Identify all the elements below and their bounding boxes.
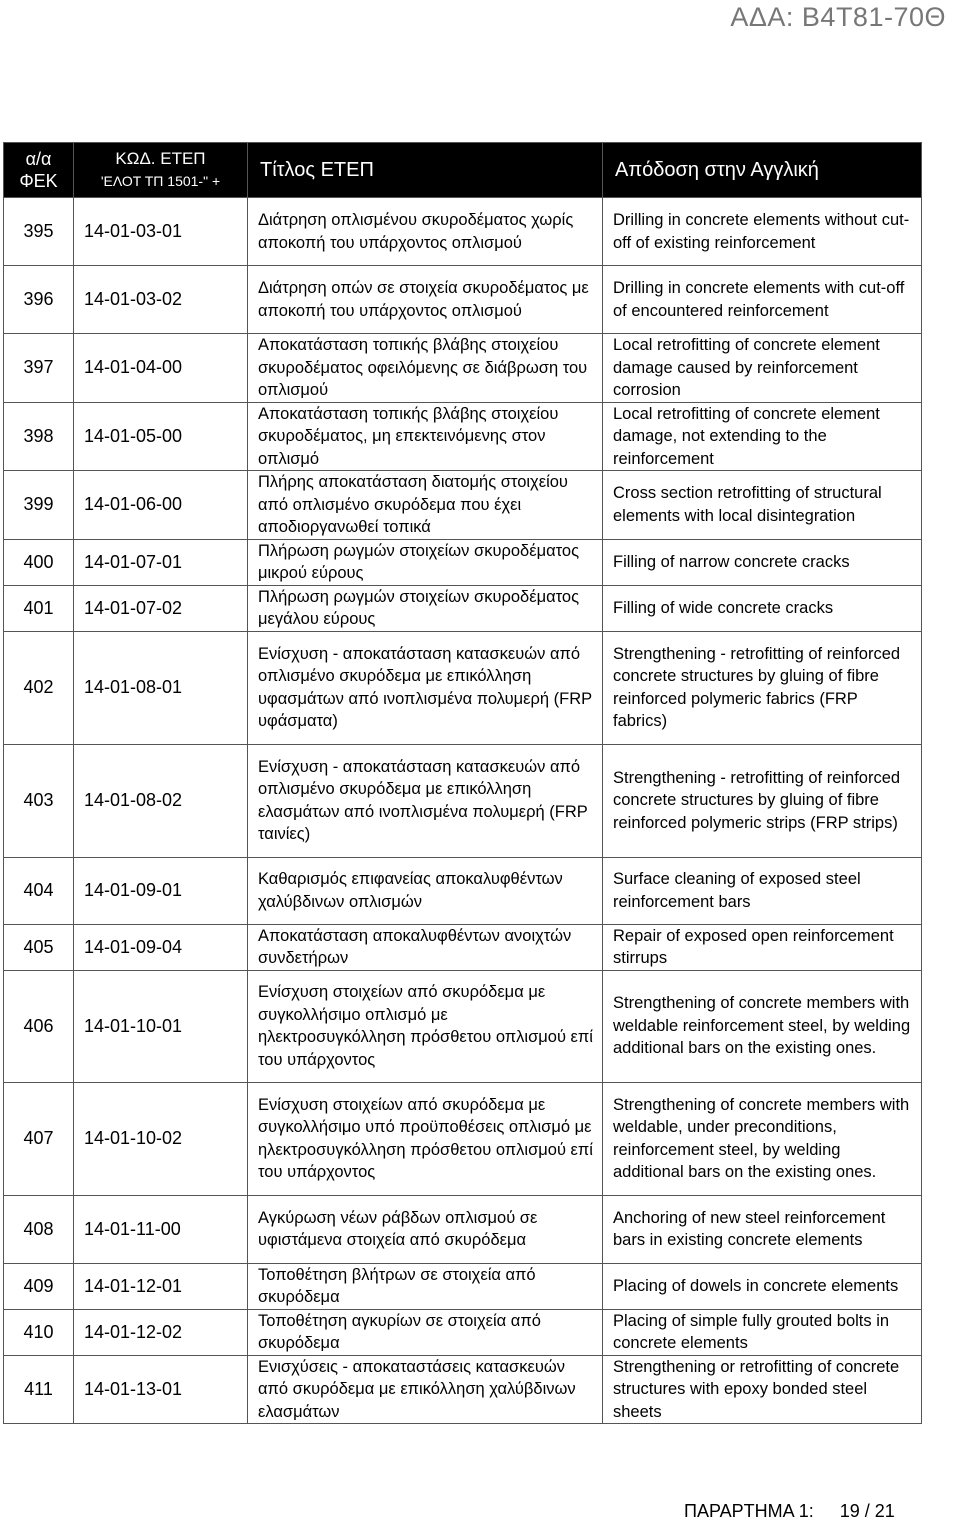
etep-table [3,142,922,1424]
table-row [4,471,922,540]
row-title-gr: Τοποθέτηση αγκυρίων σε στοιχεία από σκυρόδεμα [248,1309,603,1355]
row-number: 397 [4,334,74,403]
row-number: 402 [4,631,74,744]
row-code: 14-01-04-00 [74,334,248,403]
header-no [4,143,74,198]
row-title-en: Strengthening - retrofitting of reinforced concrete structures by gluing of fibre reinforced polymeric strips (FRP strips) [603,744,922,857]
table-row [4,631,922,744]
row-title-gr: Αγκύρωση νέων ράβδων οπλισμού σε υφιστάμενα στοιχεία από σκυρόδεμα [248,1195,603,1263]
row-title-en: Strengthening of concrete members with weldable reinforcement steel, by welding additional bars on the existing ones. [603,970,922,1082]
row-code: 14-01-10-01 [74,970,248,1082]
table-row [4,1082,922,1195]
row-title-gr: Πλήρης αποκατάσταση διατομής στοιχείου από οπλισμένο σκυρόδεμα που έχει αποδιοργανωθεί τοπικά [248,471,603,540]
row-title-en: Strengthening - retrofitting of reinforced concrete structures by gluing of fibre reinforced polymeric fabrics (FRP fabrics) [603,631,922,744]
row-title-en: Placing of dowels in concrete elements [603,1263,922,1309]
row-code: 14-01-08-02 [74,744,248,857]
row-title-en: Placing of simple fully grouted bolts in concrete elements [603,1309,922,1355]
row-title-en: Local retrofitting of concrete element damage caused by reinforcement corrosion [603,334,922,403]
table-row [4,1263,922,1309]
row-title-gr: Αποκατάσταση τοπικής βλάβης στοιχείου σκυροδέματος οφειλόμενης σε διάβρωση του οπλισμού [248,334,603,403]
row-number: 401 [4,585,74,631]
row-number: 410 [4,1309,74,1355]
row-title-en: Cross section retrofitting of structural elements with local disintegration [603,471,922,540]
table-row [4,402,922,471]
ada-watermark: ΑΔΑ: Β4Τ81-70Θ [730,2,946,32]
row-title-gr: Ενίσχυση στοιχείων από σκυρόδεμα με συγκολλήσιμο οπλισμό με ηλεκτροσυγκόλληση πρόσθετου οπλισμού επί του υπάρχοντος [248,970,603,1082]
row-number: 409 [4,1263,74,1309]
row-code: 14-01-03-02 [74,266,248,334]
row-title-gr: Καθαρισμός επιφανείας αποκαλυφθέντων χαλύβδινων οπλισμών [248,857,603,924]
row-number: 399 [4,471,74,540]
row-number: 407 [4,1082,74,1195]
header-no-line1: α/α [25,149,52,169]
row-code: 14-01-09-04 [74,924,248,970]
table-row [4,539,922,585]
row-number: 406 [4,970,74,1082]
row-title-gr: Διάτρηση οπών σε στοιχεία σκυροδέματος με αποκοπή του υπάρχοντος οπλισμού [248,266,603,334]
table-row [4,924,922,970]
header-code-line2: 'ΕΛΟΤ ΤΠ 1501-" + [100,173,221,189]
row-number: 404 [4,857,74,924]
row-code: 14-01-09-01 [74,857,248,924]
row-title-gr: Αποκατάσταση αποκαλυφθέντων ανοιχτών συνδετήρων [248,924,603,970]
header-code-line1: ΚΩΔ. ΕΤΕΠ [115,149,206,168]
row-title-en: Filling of narrow concrete cracks [603,539,922,585]
header-title: Τίτλος ΕΤΕΠ [248,143,603,198]
row-number: 408 [4,1195,74,1263]
row-title-en: Filling of wide concrete cracks [603,585,922,631]
row-title-gr: Πλήρωση ρωγμών στοιχείων σκυροδέματος μεγάλου εύρους [248,585,603,631]
row-title-en: Strengthening or retrofitting of concrete structures with epoxy bonded steel sheets [603,1355,922,1424]
row-title-gr: Τοποθέτηση βλήτρων σε στοιχεία από σκυρόδεμα [248,1263,603,1309]
row-title-gr: Ενίσχυση - αποκατάσταση κατασκευών από οπλισμένο σκυρόδεμα με επικόλληση ελασμάτων από ινοπλισμένα πολυμερή (FRP ταινίες) [248,744,603,857]
row-title-gr: Ενισχύσεις - αποκαταστάσεις κατασκευών από σκυρόδεμα με επικόλληση χαλύβδινων ελασμάτων [248,1355,603,1424]
row-title-gr: Ενίσχυση - αποκατάσταση κατασκευών από οπλισμένο σκυρόδεμα με επικόλληση υφασμάτων από ινοπλισμένα πολυμερή (FRP υφάσματα) [248,631,603,744]
row-number: 400 [4,539,74,585]
row-code: 14-01-08-01 [74,631,248,744]
header-no-line2: ΦΕΚ [19,171,58,191]
row-code: 14-01-12-01 [74,1263,248,1309]
table-header-row [4,143,922,198]
row-code: 14-01-06-00 [74,471,248,540]
table-row [4,1195,922,1263]
row-number: 411 [4,1355,74,1424]
row-code: 14-01-07-02 [74,585,248,631]
table-row [4,1355,922,1424]
table-row [4,970,922,1082]
row-number: 395 [4,198,74,266]
row-title-gr: Αποκατάσταση τοπικής βλάβης στοιχείου σκυροδέματος, μη επεκτεινόμενης στον οπλισμό [248,402,603,471]
row-title-gr: Διάτρηση οπλισμένου σκυροδέματος χωρίς αποκοπή του υπάρχοντος οπλισμού [248,198,603,266]
header-code [74,143,248,198]
row-title-en: Anchoring of new steel reinforcement bars in existing concrete elements [603,1195,922,1263]
row-code: 14-01-05-00 [74,402,248,471]
page-footer [684,1501,895,1522]
row-title-gr: Ενίσχυση στοιχείων από σκυρόδεμα με συγκολλήσιμο υπό προϋποθέσεις οπλισμό με ηλεκτροσυγκόλληση πρόσθετου οπλισμού επί του υπάρχοντος [248,1082,603,1195]
row-code: 14-01-03-01 [74,198,248,266]
row-code: 14-01-10-02 [74,1082,248,1195]
row-code: 14-01-12-02 [74,1309,248,1355]
row-number: 398 [4,402,74,471]
row-code: 14-01-07-01 [74,539,248,585]
table-row [4,585,922,631]
table-row [4,857,922,924]
row-title-en: Local retrofitting of concrete element damage, not extending to the reinforcement [603,402,922,471]
row-code: 14-01-13-01 [74,1355,248,1424]
header-english: Απόδοση στην Αγγλική [603,143,922,198]
table-row [4,334,922,403]
row-title-en: Drilling in concrete elements without cut-off of existing reinforcement [603,198,922,266]
row-number: 396 [4,266,74,334]
table-row [4,266,922,334]
row-title-en: Drilling in concrete elements with cut-off of encountered reinforcement [603,266,922,334]
row-code: 14-01-11-00 [74,1195,248,1263]
row-title-en: Repair of exposed open reinforcement stirrups [603,924,922,970]
row-title-en: Surface cleaning of exposed steel reinforcement bars [603,857,922,924]
row-title-gr: Πλήρωση ρωγμών στοιχείων σκυροδέματος μικρού εύρους [248,539,603,585]
row-number: 405 [4,924,74,970]
row-number: 403 [4,744,74,857]
row-title-en: Strengthening of concrete members with weldable, under preconditions, reinforcement steel, by welding additional bars on the existing ones. [603,1082,922,1195]
table-row [4,1309,922,1355]
table-row [4,744,922,857]
table-row [4,198,922,266]
footer-page-number: 19 / 21 [839,1501,895,1521]
footer-label: ΠΑΡΑΡΤΗΜΑ 1: [684,1501,814,1521]
